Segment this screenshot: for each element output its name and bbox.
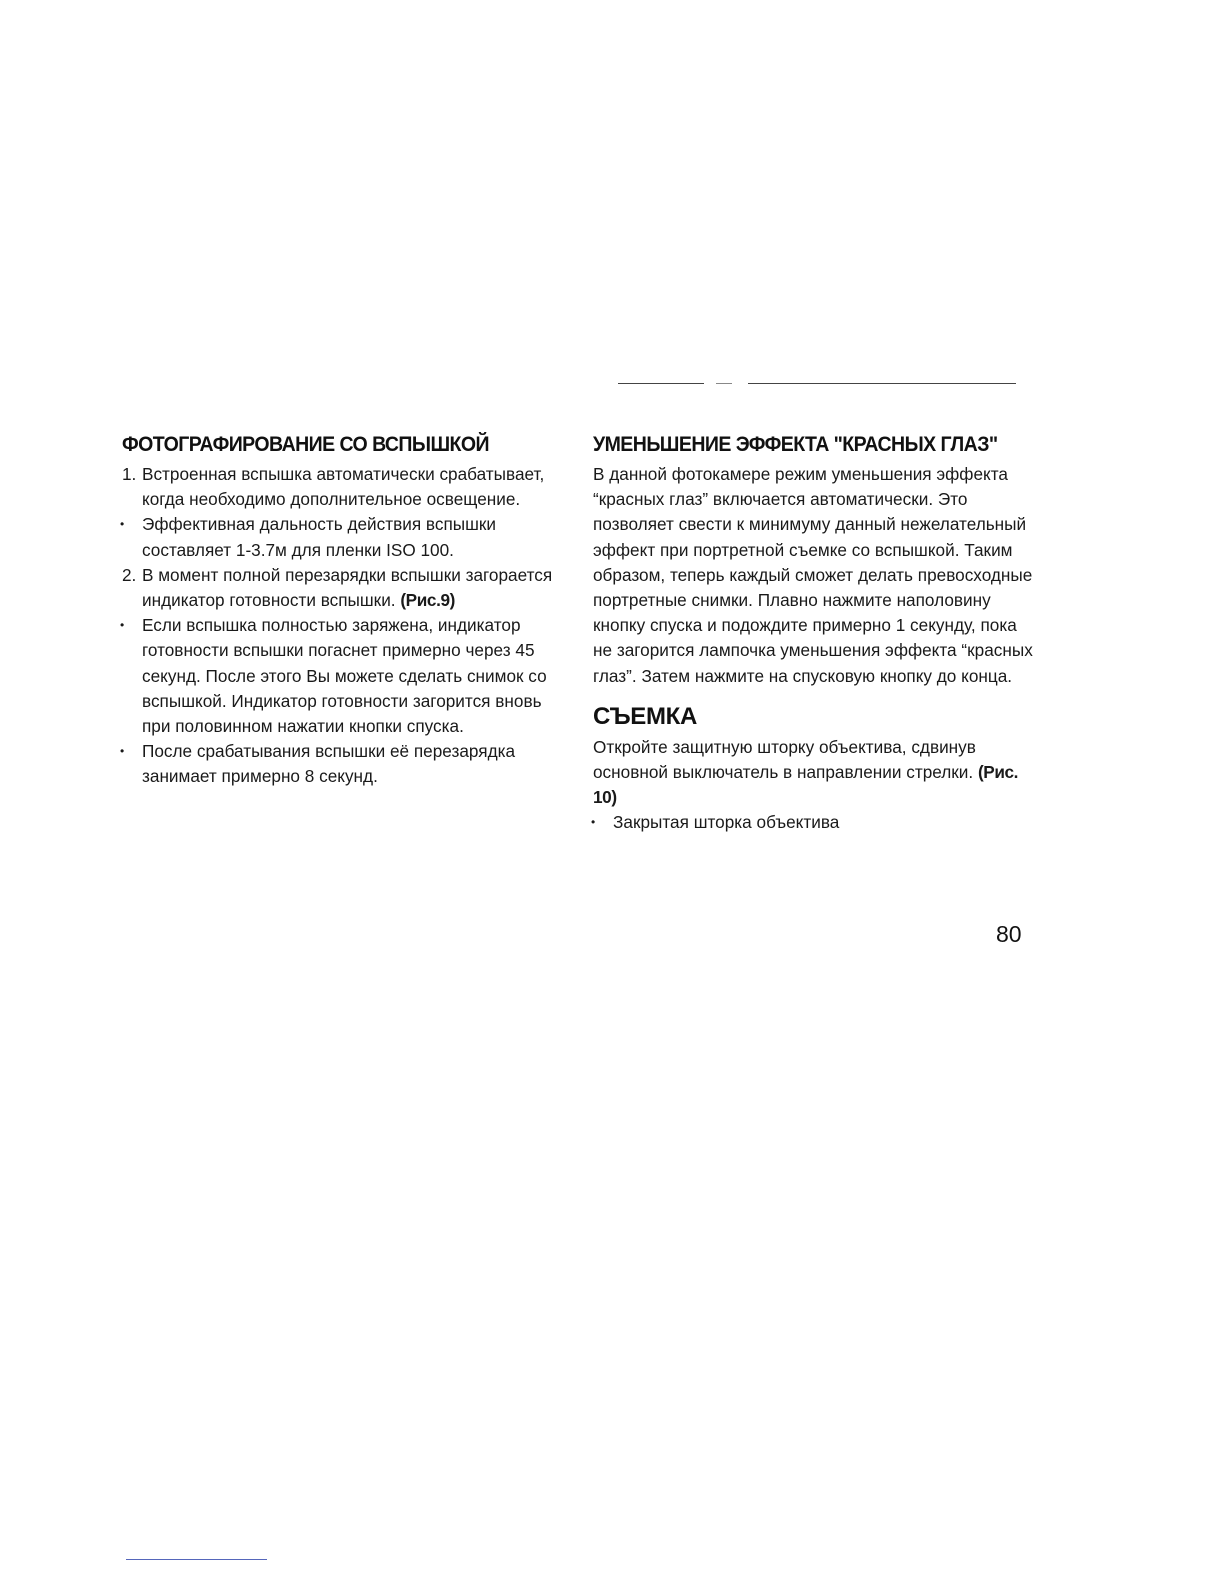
right-column — [593, 430, 1033, 836]
bottom-rule — [126, 1559, 267, 1560]
list-item-text: Встроенная вспышка автоматически срабатывает, когда необходимо дополнительное освещение. — [142, 464, 545, 510]
shooting-paragraph — [593, 735, 1033, 811]
list-item-text: После срабатывания вспышки её перезарядка занимает примерно 8 секунд. — [142, 741, 516, 787]
list-item — [122, 512, 562, 562]
shooting-section-heading: СЪЕМКА — [593, 702, 698, 730]
left-column — [122, 430, 562, 790]
list-item-text: Эффективная дальность действия вспышки составляет 1-3.7м для пленки ISO 100. — [142, 514, 497, 560]
shooting-text: Откройте защитную шторку объектива, сдвинув основной выключатель в направлении стрелки. — [593, 736, 978, 783]
list-item — [593, 810, 1033, 835]
bullet-marker: • — [120, 744, 125, 759]
bullet-marker: • — [591, 815, 596, 830]
redeye-paragraph: В данной фотокамере режим уменьшения эффекта “красных глаз” включается автоматически. Это позволяет свести к минимуму данный нежелательный эффект при портретной съемке со вспышкой. Таким образом, теперь каждый сможет делать превосходные портретные снимки. Плавно нажмите наполовину кнопку спуска и подождите примерно 1 секунду, пока не загорится лампочка уменьшения эффекта “красных глаз”. Затем нажмите на спусковую кнопку до конца. — [593, 464, 1033, 686]
redeye-section-heading: УМЕНЬШЕНИЕ ЭФФЕКТА "КРАСНЫХ ГЛАЗ" — [593, 433, 998, 456]
figure-reference: (Рис.9) — [400, 590, 455, 611]
list-item — [122, 739, 562, 789]
list-item-text: Закрытая шторка объектива — [613, 812, 840, 833]
top-rule-segment — [716, 383, 732, 384]
top-rule-segment — [748, 383, 1016, 384]
list-number: 1. — [122, 464, 137, 484]
top-rule-segment — [618, 383, 704, 384]
list-item-text: Если вспышка полностью заряжена, индикатор готовности вспышки погаснет примерно через 45 секунд. После этого Вы можете сделать снимок со вспышкой. Индикатор готовности загорится вновь при половинном нажатии кнопки спуска. — [142, 615, 547, 737]
list-item-text: В момент полной перезарядки вспышки загорается индикатор готовности вспышки. — [142, 564, 553, 611]
list-number: 2. — [122, 564, 137, 585]
bullet-marker: • — [120, 618, 125, 633]
figure-reference: (Рис. 10) — [593, 762, 1019, 808]
list-item — [122, 563, 562, 613]
list-item — [122, 462, 562, 512]
bullet-marker: • — [120, 517, 125, 532]
list-item — [122, 613, 562, 739]
page-number: 80 — [996, 921, 1022, 947]
flash-section-heading: ФОТОГРАФИРОВАНИЕ СО ВСПЫШКОЙ — [122, 433, 490, 456]
